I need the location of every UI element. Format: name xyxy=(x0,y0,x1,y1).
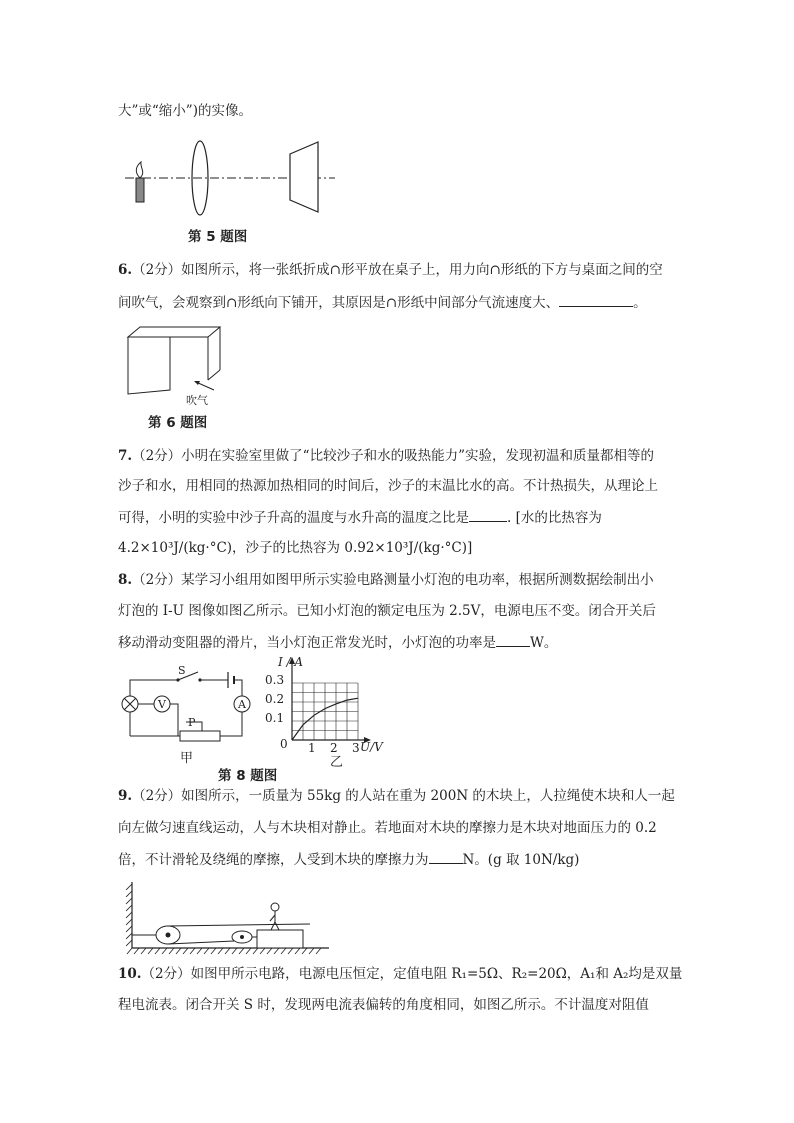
figure-8-circuit xyxy=(120,662,266,766)
switch-label: S xyxy=(178,664,186,677)
figure-9-pulley xyxy=(124,880,334,956)
ground-hatch-line xyxy=(141,948,146,954)
y-tick-label: 0.2 xyxy=(265,692,285,706)
q9-line-1: 9.（2分）如图所示，一质量为 55kg 的人站在重为 200N 的木块上，人拉绳使木块和人一起 xyxy=(118,788,675,804)
person-head xyxy=(271,903,279,911)
question-number: 6. xyxy=(118,262,133,278)
q8-line-1: 8.（2分）某学习小组用如图甲所示实验电路测量小灯泡的电功率，根据所测数据绘制出小 xyxy=(118,572,654,588)
question-number: 10. xyxy=(118,966,142,982)
ground-hatch-line xyxy=(197,948,202,954)
ground-hatch-line xyxy=(190,948,195,954)
wall-hatch-line xyxy=(126,905,132,911)
ground-hatch-line xyxy=(162,948,167,954)
ground-hatch-line xyxy=(169,948,174,954)
graph-grid xyxy=(292,683,358,740)
figure-8-caption: 第 8 题图 xyxy=(218,768,278,784)
ground-hatch-line xyxy=(232,948,237,954)
figure-8-yi-label: 乙 xyxy=(330,755,344,770)
q6-line-2: 间吹气，会观察到∩形纸向下铺开，其原因是∩形纸中间部分气流速度大、 。 xyxy=(118,292,647,313)
ground-hatch-line xyxy=(316,948,321,954)
ground-hatch-line xyxy=(274,948,279,954)
origin-label: 0 xyxy=(280,737,288,751)
question-number: 9. xyxy=(118,788,133,804)
question-number: 7. xyxy=(118,448,133,464)
wall-hatch-line xyxy=(126,884,132,890)
q10-line-1: 10.（2分）如图甲所示电路，电源电压恒定，定值电阻 R₁=5Ω、R₂=20Ω，A₁和 A₂均是双量 xyxy=(118,966,683,982)
ground-hatch-line xyxy=(183,948,188,954)
ground-hatch-line xyxy=(246,948,251,954)
wall-hatch-line xyxy=(126,940,132,946)
q7-line-4: 4.2×10³J/(kg·°C)，沙子的比热容为 0.92×10³J/(kg·°C)] xyxy=(118,540,473,556)
ground-hatch-line xyxy=(218,948,223,954)
ground-hatch-line xyxy=(225,948,230,954)
ground-hatch-line xyxy=(148,948,153,954)
wall-hatch-line xyxy=(126,933,132,939)
ground-hatch-line xyxy=(127,948,132,954)
q8-line-3: 移动滑动变阻器的滑片，当小灯泡正常发光时，小灯泡的功率是 W。 xyxy=(118,632,557,653)
ground-hatch-line xyxy=(302,948,307,954)
ammeter-label: A xyxy=(238,698,246,711)
figure-6-caption: 第 6 题图 xyxy=(148,415,208,431)
q9-line-2: 向左做匀速直线运动，人与木块相对静止。若地面对木块的摩擦力是木块对地面压力的 0.2 xyxy=(118,820,657,836)
question-number: 8. xyxy=(118,572,133,588)
y-tick-label: 0.3 xyxy=(265,673,285,687)
candle-flame xyxy=(136,162,142,178)
ground-hatch-line xyxy=(288,948,293,954)
blow-label: 吹气 xyxy=(186,394,208,407)
wall-hatch-line xyxy=(126,891,132,897)
y-tick-label: 0.1 xyxy=(265,711,285,725)
figure-8-graph xyxy=(262,656,402,768)
q6-line-1: 6.（2分）如图所示，将一张纸折成∩形平放在桌子上，用力向∩形纸的下方与桌面之间的空 xyxy=(118,262,663,278)
figure-6-paper xyxy=(120,324,230,408)
figure-5-optics xyxy=(120,138,350,218)
ground-hatch-line xyxy=(260,948,265,954)
x-tick-label: 2 xyxy=(330,741,338,755)
x-tick-label: 3 xyxy=(352,741,360,755)
q5-tail-text: 大”或“缩小”)的实像。 xyxy=(118,103,252,119)
q10-line-2: 程电流表。闭合开关 S 时，发现两电流表偏转的角度相同，如图乙所示。不计温度对阻值 xyxy=(118,997,649,1013)
wall-hatch-line xyxy=(126,919,132,925)
x-tick-label: 1 xyxy=(308,741,316,755)
figure-5-caption: 第 5 题图 xyxy=(188,229,248,245)
ground-hatch-line xyxy=(281,948,286,954)
voltmeter-label: V xyxy=(158,698,166,711)
candle xyxy=(136,178,144,202)
answer-blank xyxy=(559,292,633,307)
figure-8-jia-label: 甲 xyxy=(180,751,194,766)
ground-hatch-line xyxy=(204,948,209,954)
answer-blank xyxy=(496,632,530,647)
ground-hatch-line xyxy=(295,948,300,954)
ground-hatch-line xyxy=(134,948,139,954)
ground-hatch-line xyxy=(211,948,216,954)
answer-blank xyxy=(469,507,507,522)
ground-hatch-line xyxy=(267,948,272,954)
q7-line-1: 7.（2分）小明在实验室里做了“比较沙子和水的吸热能力”实验，发现初温和质量都相等的 xyxy=(118,448,654,464)
answer-blank xyxy=(429,849,463,864)
q7-line-3: 可得，小明的实验中沙子升高的温度与水升高的温度之比是 . [水的比热容为 xyxy=(118,507,602,528)
x-axis-label: U/V xyxy=(360,740,383,754)
rheostat xyxy=(180,731,220,741)
ground-hatch-line xyxy=(176,948,181,954)
wall-hatch-line xyxy=(126,912,132,918)
wooden-block xyxy=(257,930,303,948)
q7-line-2: 沙子和水，用相同的热源加热相同的时间后，沙子的末温比水的高。不计热损失，从理论上 xyxy=(118,478,658,494)
light-screen xyxy=(290,142,318,212)
wall-hatch-line xyxy=(126,898,132,904)
q9-line-3: 倍，不计滑轮及绕绳的摩擦，人受到木块的摩擦力为 N。(g 取 10N/kg) xyxy=(118,849,579,870)
slider-label: P xyxy=(188,716,196,729)
wall-hatch-line xyxy=(126,926,132,932)
ground-hatch-line xyxy=(253,948,258,954)
q8-line-2: 灯泡的 I-U 图像如图乙所示。已知小灯泡的额定电压为 2.5V，电源电压不变。闭合开关后 xyxy=(118,603,656,619)
y-axis-label: I / A xyxy=(278,655,304,669)
ground-hatch-line xyxy=(309,948,314,954)
ground-hatch-line xyxy=(239,948,244,954)
ground-hatch-line xyxy=(155,948,160,954)
